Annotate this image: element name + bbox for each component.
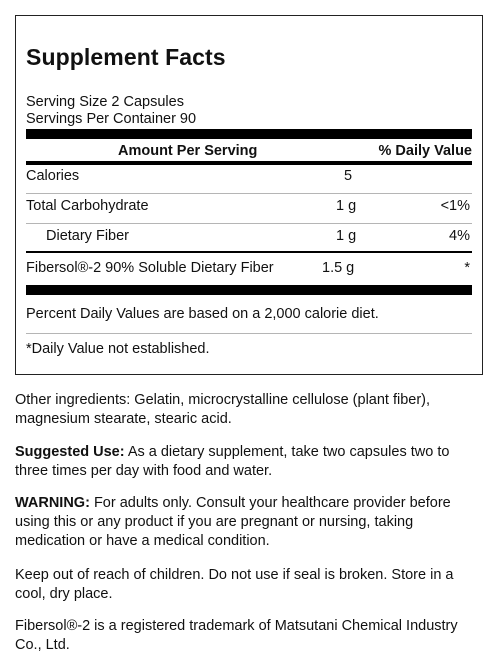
header-bar <box>26 161 472 165</box>
warning-label: WARNING: <box>15 495 90 511</box>
row-fiber-dv: 4% <box>449 228 470 244</box>
footnote-not-established: *Daily Value not established. <box>26 341 210 357</box>
row-carb-dv: <1% <box>440 198 470 214</box>
row-fiber-name: Dietary Fiber <box>46 228 129 244</box>
row-divider-dark <box>26 251 472 253</box>
footnote-daily-values: Percent Daily Values are based on a 2,000 calorie diet. <box>26 306 379 322</box>
row-divider <box>26 223 472 224</box>
other-ingredients: Other ingredients: Gelatin, microcrystalline cellulose (plant fiber), magnesium stearate, stearic acid. <box>15 392 431 427</box>
suggested-use-text: As a dietary supplement, take two capsules two to three times per day with food and water. <box>15 444 450 479</box>
servings-per-container: Servings Per Container 90 <box>26 111 197 127</box>
suggested-use <box>15 443 485 481</box>
row-divider <box>26 193 472 194</box>
row-carb-name: Total Carbohydrate <box>26 198 149 214</box>
row-fibersol-amount: 1.5 g <box>322 260 355 276</box>
row-fibersol-dv: * <box>464 260 470 276</box>
trademark-notice: Fibersol®-2 is a registered trademark of Matsutani Chemical Industry Co., Ltd. <box>15 618 458 653</box>
row-calories-name: Calories <box>26 168 80 184</box>
col-amount-header: Amount Per Serving <box>118 143 258 159</box>
row-carb-amount: 1 g <box>336 198 357 214</box>
serving-info <box>26 94 196 128</box>
warning <box>15 494 485 551</box>
suggested-use-label: Suggested Use: <box>15 444 125 460</box>
supplement-facts-panel <box>15 15 483 375</box>
col-dv-header: % Daily Value <box>378 143 472 159</box>
top-thick-bar <box>26 129 472 139</box>
bottom-thick-bar <box>26 285 472 295</box>
serving-size: Serving Size 2 Capsules <box>26 94 184 110</box>
facts-title: Supplement Facts <box>26 44 226 70</box>
warning-text: For adults only. Consult your healthcare provider before using this or any product if you are pregnant or nursing, taking medication or have a medical condition. <box>15 495 451 549</box>
row-fibersol-name: Fibersol®-2 90% Soluble Dietary Fiber <box>26 260 274 276</box>
row-fiber-amount: 1 g <box>336 228 357 244</box>
footnote-divider <box>26 333 472 334</box>
row-calories-amount: 5 <box>344 168 353 184</box>
storage-instructions: Keep out of reach of children. Do not use if seal is broken. Store in a cool, dry place. <box>15 567 454 602</box>
